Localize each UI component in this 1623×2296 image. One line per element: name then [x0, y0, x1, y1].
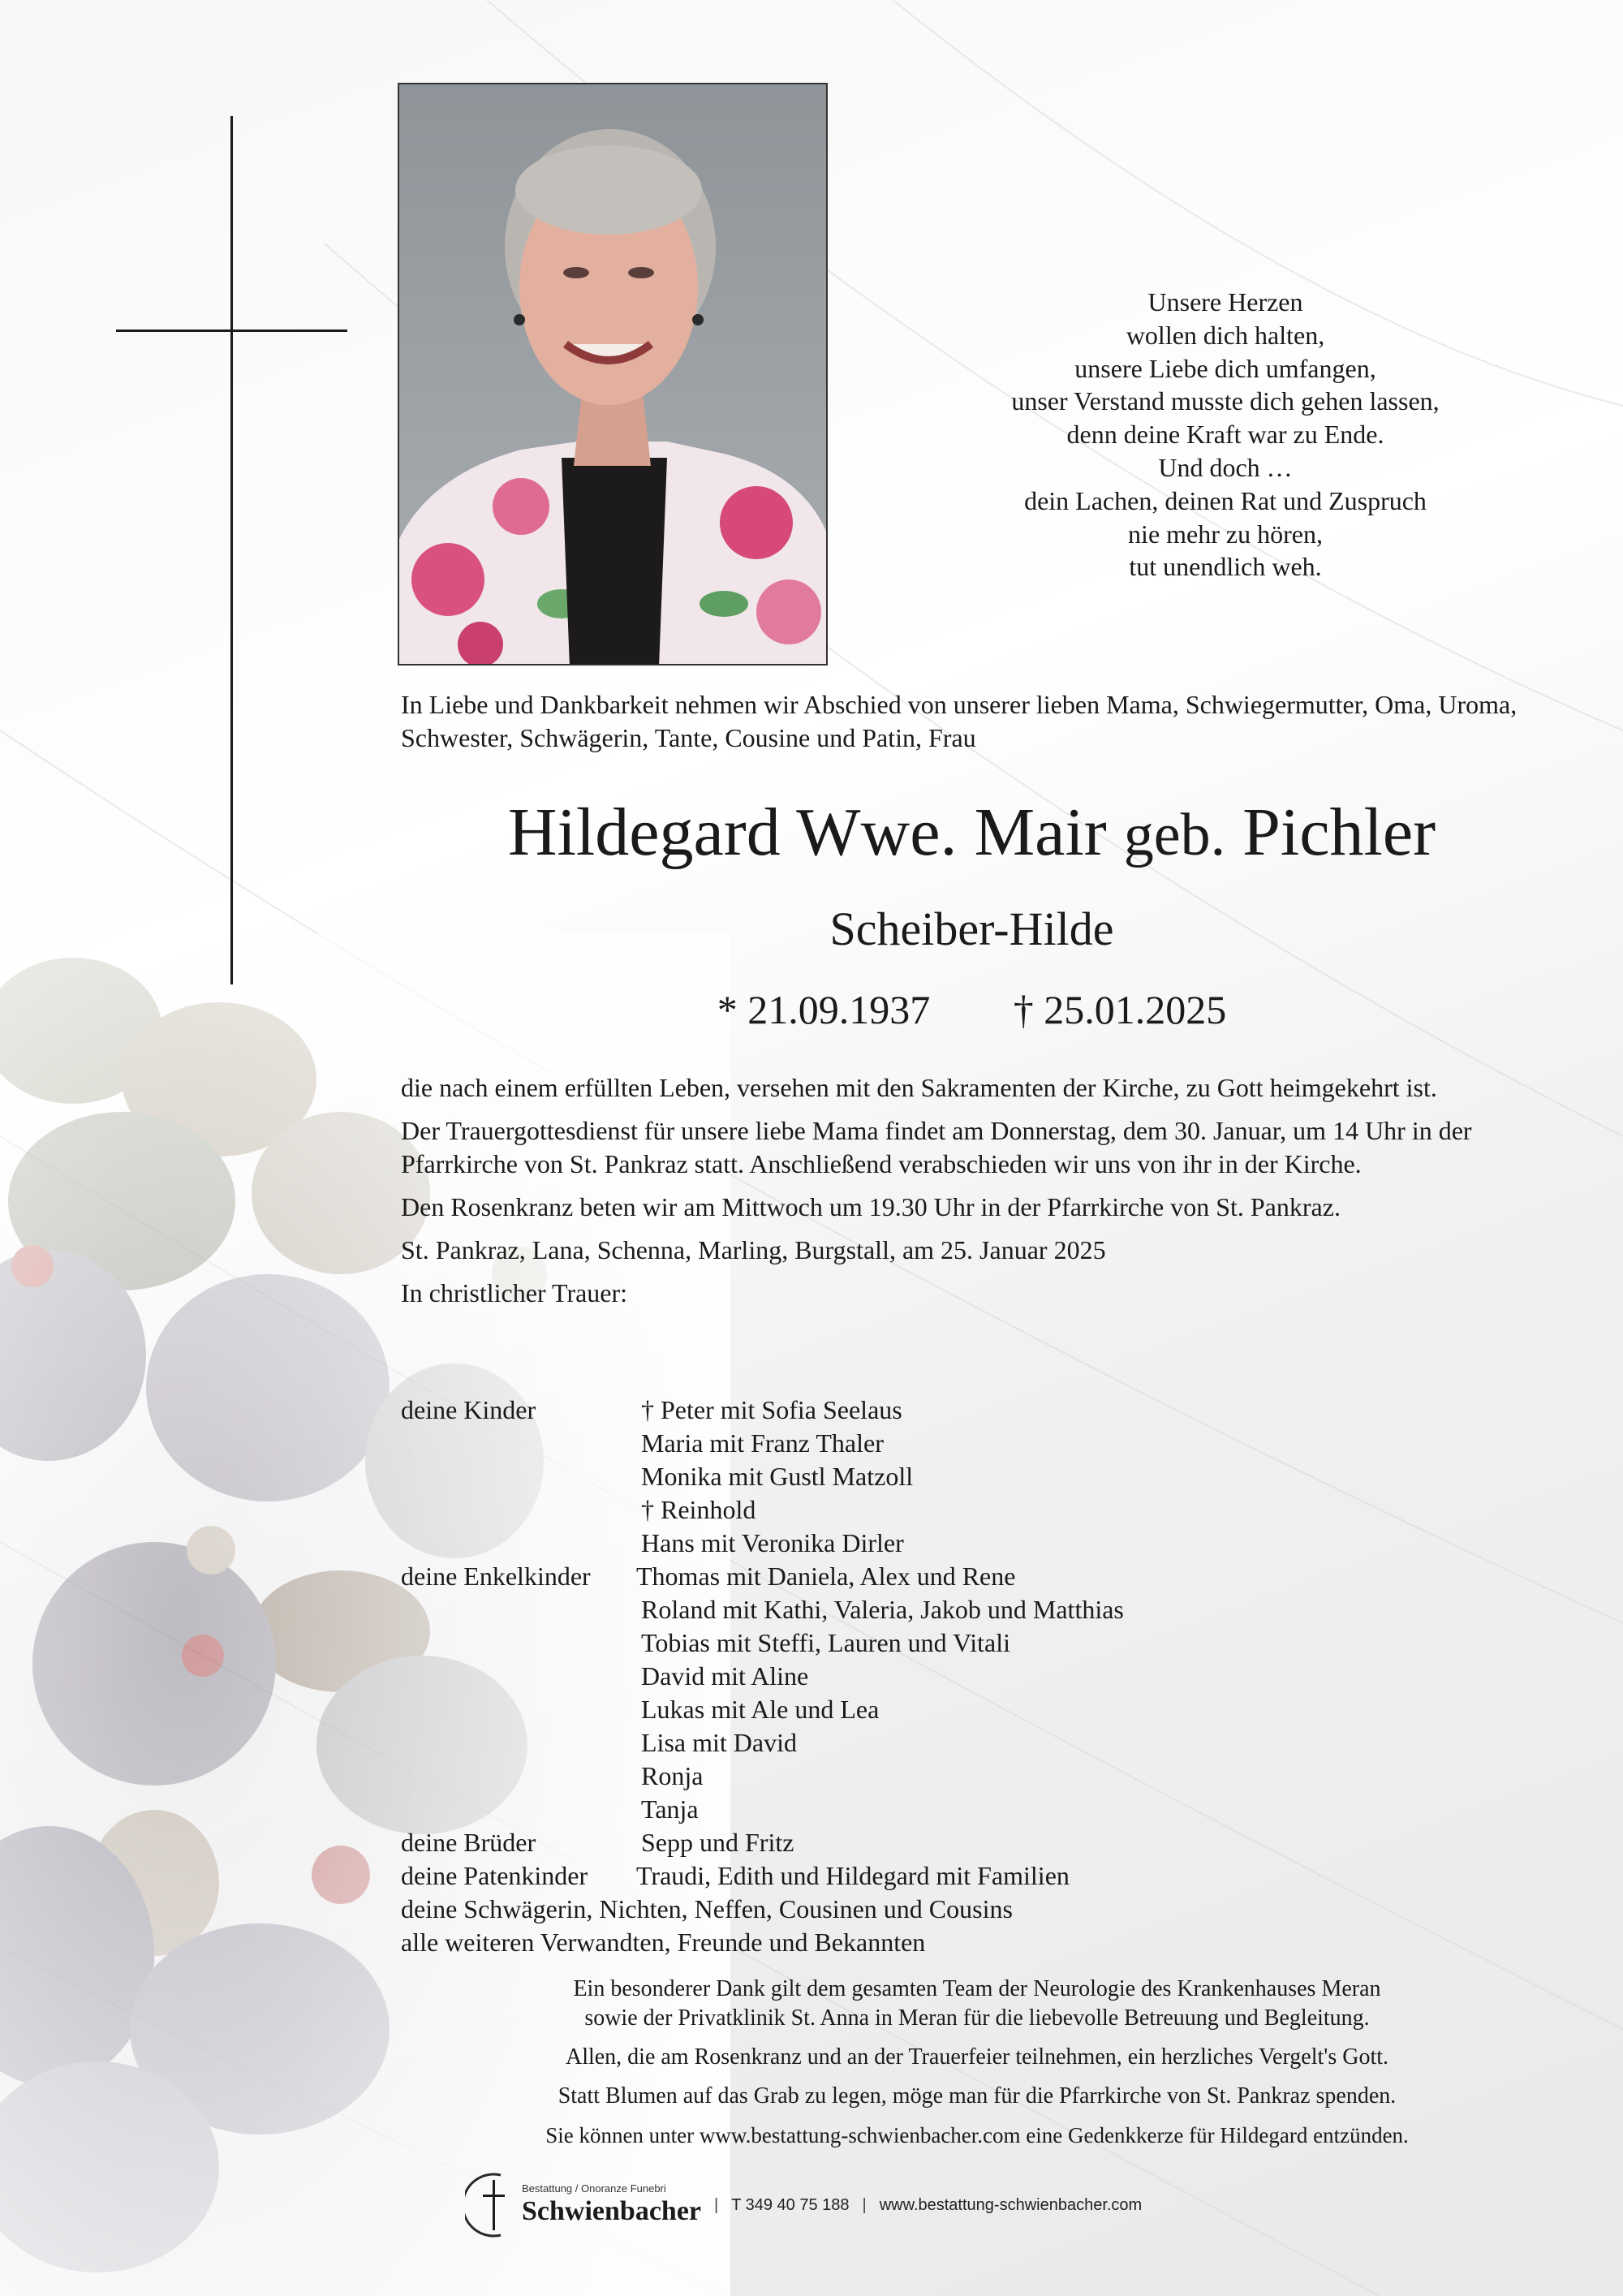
body-paragraph: Den Rosenkranz beten wir am Mittwoch um 19.30 Uhr in der Pfarrkirche von St. Pankraz.	[401, 1192, 1341, 1221]
poem-line: wollen dich halten,	[1126, 320, 1325, 350]
relation-label: deine Enkelkinder	[401, 1562, 591, 1591]
relation-names: Thomas mit Daniela, Alex und Rene	[636, 1562, 1016, 1591]
relation-names: † Reinhold	[641, 1495, 756, 1524]
relation-names: Tanja	[641, 1794, 699, 1824]
relation-label	[401, 1593, 641, 1626]
mourner-row	[401, 1726, 1124, 1760]
latin-cross-icon	[230, 116, 233, 984]
relation-names: Maria mit Franz Thaler	[641, 1428, 884, 1458]
poem-line: unsere Liebe dich umfangen,	[1074, 353, 1376, 383]
poem-line: nie mehr zu hören,	[1128, 519, 1323, 549]
relation-label: alle weiteren Verwandten, Freunde und Bekannten	[401, 1928, 926, 1957]
mourner-row	[401, 1560, 1124, 1593]
thanks-line-2: sowie der Privatklinik St. Anna in Meran für die liebevolle Betreuung und Begleitung.	[584, 2005, 1370, 2031]
relation-label: deine Kinder	[401, 1395, 536, 1424]
poem-line: tut unendlich weh.	[1129, 552, 1322, 582]
mourner-row	[401, 1793, 1124, 1826]
mourner-row	[401, 1527, 1124, 1560]
mourner-row	[401, 1660, 1124, 1693]
relation-label: deine Schwägerin, Nichten, Neffen, Cousinen und Cousins	[401, 1894, 1013, 1923]
relation-label	[401, 1793, 641, 1826]
footer-website-link[interactable]: www.bestattung-schwienbacher.com	[879, 2195, 1143, 2214]
poem-line: dein Lachen, deinen Rat und Zuspruch	[1024, 485, 1427, 515]
relation-label: deine Brüder	[401, 1828, 536, 1857]
announcement-text	[401, 1071, 1553, 1320]
relation-label	[401, 1760, 641, 1793]
thanks-line: Allen, die am Rosenkranz und an der Trauerfeier teilnehmen, ein herzliches Vergelt's Gott.	[565, 2044, 1389, 2070]
footer-phone: T 349 40 75 188	[731, 2195, 850, 2214]
body-paragraph: In christlicher Trauer:	[401, 1278, 628, 1307]
poem-line: Unsere Herzen	[1147, 287, 1303, 317]
relation-label	[401, 1626, 641, 1660]
portrait-photo	[398, 83, 828, 666]
relation-names: Lisa mit David	[641, 1728, 797, 1757]
funeral-home-logo	[522, 2182, 701, 2228]
logo-name: Schwienbacher	[522, 2196, 701, 2226]
relation-names: Roland mit Kathi, Valeria, Jakob und Matthias	[641, 1595, 1124, 1624]
donation-note: Statt Blumen auf das Grab zu legen, möge man für die Pfarrkirche von St. Pankraz spenden.	[558, 2083, 1397, 2109]
relation-names: Traudi, Edith und Hildegard mit Familien	[636, 1861, 1070, 1890]
life-dates	[357, 984, 1586, 1036]
body-paragraph: St. Pankraz, Lana, Schenna, Marling, Burgstall, am 25. Januar 2025	[401, 1235, 1106, 1264]
acknowledgements	[401, 1975, 1553, 2160]
relation-label	[401, 1726, 641, 1760]
mourner-row	[401, 1427, 1124, 1460]
logo-subtitle: Bestattung / Onoranze Funebri	[522, 2182, 666, 2195]
birth-date: * 21.09.1937	[717, 987, 931, 1032]
relation-names: Tobias mit Steffi, Lauren und Vitali	[641, 1628, 1011, 1657]
mourner-row	[401, 1460, 1124, 1493]
mourner-row	[401, 1893, 1124, 1926]
funeral-home-footer	[465, 2169, 1142, 2242]
relation-label	[401, 1460, 641, 1493]
relation-names: David mit Aline	[641, 1661, 809, 1691]
mourner-row	[401, 1493, 1124, 1527]
mourner-row	[401, 1593, 1124, 1626]
relation-names: † Peter mit Sofia Seelaus	[641, 1395, 902, 1424]
mourner-row	[401, 1826, 1124, 1859]
mourner-row	[401, 1626, 1124, 1660]
thanks-line	[401, 1975, 1553, 2033]
relation-label	[401, 1427, 641, 1460]
poem-line: Und doch …	[1158, 452, 1293, 482]
cross-logo-icon	[465, 2169, 517, 2242]
poem-line: denn deine Kraft war zu Ende.	[1066, 420, 1384, 450]
death-date: † 25.01.2025	[1013, 987, 1227, 1032]
memorial-candle-note: Sie können unter www.bestattung-schwienbacher.com eine Gedenkkerze für Hildegard entzünden.	[545, 2123, 1409, 2147]
mourner-row	[401, 1926, 1124, 1959]
relation-label	[401, 1693, 641, 1726]
relation-names: Lukas mit Ale und Lea	[641, 1695, 880, 1724]
thanks-line-1: Ein besonderer Dank gilt dem gesamten Team der Neurologie des Krankenhauses Meran	[573, 1976, 1381, 2001]
relation-label	[401, 1660, 641, 1693]
relation-label: deine Patenkinder	[401, 1861, 588, 1890]
memorial-poem	[909, 286, 1542, 584]
relation-names: Hans mit Veronika Dirler	[641, 1528, 904, 1557]
name-main: Hildegard Wwe. Mair	[507, 795, 1107, 870]
relation-label	[401, 1493, 641, 1527]
relation-names: Monika mit Gustl Matzoll	[641, 1462, 914, 1491]
relation-label	[401, 1527, 641, 1560]
nickname: Scheiber-Hilde	[829, 902, 1114, 955]
mourner-row	[401, 1760, 1124, 1793]
mourner-row	[401, 1859, 1124, 1893]
deceased-name	[357, 792, 1586, 876]
poem-line: unser Verstand musste dich gehen lassen,	[1011, 386, 1440, 416]
latin-cross-icon-bar	[116, 330, 347, 332]
name-geb: geb.	[1123, 802, 1226, 868]
relation-names: Sepp und Fritz	[641, 1828, 794, 1857]
farewell-intro: In Liebe und Dankbarkeit nehmen wir Abschied von unserer lieben Mama, Schwiegermutter, Oma, Uroma, Schwester, Schwägerin, Tante, Cousine und Patin, Frau	[401, 690, 1518, 752]
footer-separator: |	[862, 2195, 867, 2214]
footer-separator: |	[714, 2195, 719, 2214]
relation-names: Ronja	[641, 1761, 704, 1790]
mourner-row	[401, 1693, 1124, 1726]
name-maiden: Pichler	[1242, 795, 1436, 870]
body-paragraph: Der Trauergottesdienst für unsere liebe Mama findet am Donnerstag, dem 30. Januar, um 14 Uhr in der Pfarrkirche von St. Pankraz statt. Anschließend verabschieden wir uns von ihr in der Kirche.	[401, 1116, 1472, 1178]
mourners-list	[401, 1394, 1124, 1959]
body-paragraph: die nach einem erfüllten Leben, versehen mit den Sakramenten der Kirche, zu Gott heimgekehrt ist.	[401, 1073, 1437, 1102]
mourner-row	[401, 1394, 1124, 1427]
